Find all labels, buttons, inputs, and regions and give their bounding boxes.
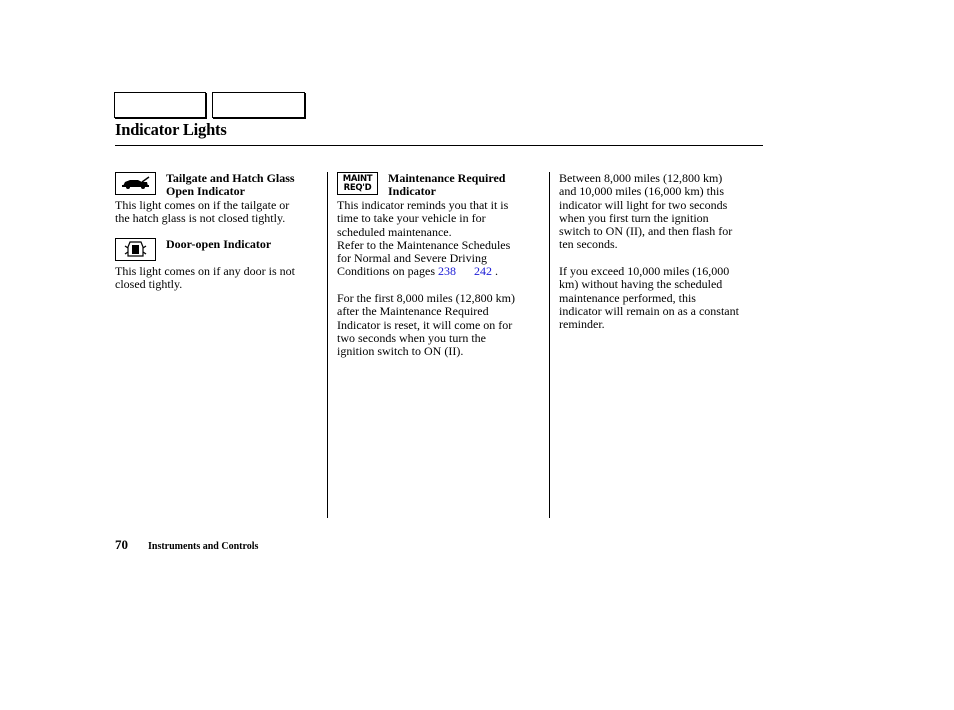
door-open-description: This light comes on if any door is not closed tightly.	[115, 264, 295, 292]
door-open-heading: Door-open Indicator	[166, 237, 272, 251]
tailgate-heading: Tailgate and Hatch Glass Open Indicator	[166, 171, 295, 198]
next-page-button[interactable]	[212, 92, 305, 118]
tailgate-description: This light comes on if the tailgate or the hatch glass is not closed tightly.	[115, 198, 290, 226]
page-number: 70	[115, 537, 128, 552]
section-label: Instruments and Controls	[148, 541, 259, 552]
tailgate-open-icon	[115, 172, 156, 195]
maintenance-heading: Maintenance Required Indicator	[388, 171, 506, 198]
maintenance-required-icon	[337, 172, 378, 195]
first-8000-description: For the first 8,000 miles (12,800 km) after the Maintenance Required Indicator is reset, it will come on for two seconds when you turn the ignition switch to ON (II).	[337, 291, 515, 359]
page-link-242[interactable]: 242	[474, 264, 492, 279]
door-open-icon	[115, 238, 156, 261]
column-divider-2	[549, 172, 550, 518]
maintenance-text-end: .	[492, 264, 498, 279]
page-link-238[interactable]: 238	[438, 264, 456, 279]
exceed-miles-description: If you exceed 10,000 miles (16,000 km) without having the scheduled maintenance performed, this indicator will remain on as a constant reminder.	[559, 264, 739, 332]
title-rule	[115, 145, 763, 146]
link-separator	[456, 264, 474, 278]
maint-icon-line-2: REQ'D	[343, 183, 372, 193]
between-miles-description: Between 8,000 miles (12,800 km) and 10,000 miles (16,000 km) this indicator will light for two seconds when you first turn the ignition switch to ON (II), and then flash for ten seconds.	[559, 171, 733, 252]
previous-page-button[interactable]	[114, 92, 206, 118]
maint-icon-line-1: MAINT	[342, 174, 373, 184]
maintenance-description	[337, 199, 510, 279]
maintenance-text: This indicator reminds you that it is time to take your vehicle in for scheduled maintenance. Refer to the Maintenance Schedules for Normal and Severe Driving Conditions on pages	[337, 198, 511, 279]
column-divider-1	[327, 172, 328, 518]
page-title: Indicator Lights	[115, 120, 227, 139]
